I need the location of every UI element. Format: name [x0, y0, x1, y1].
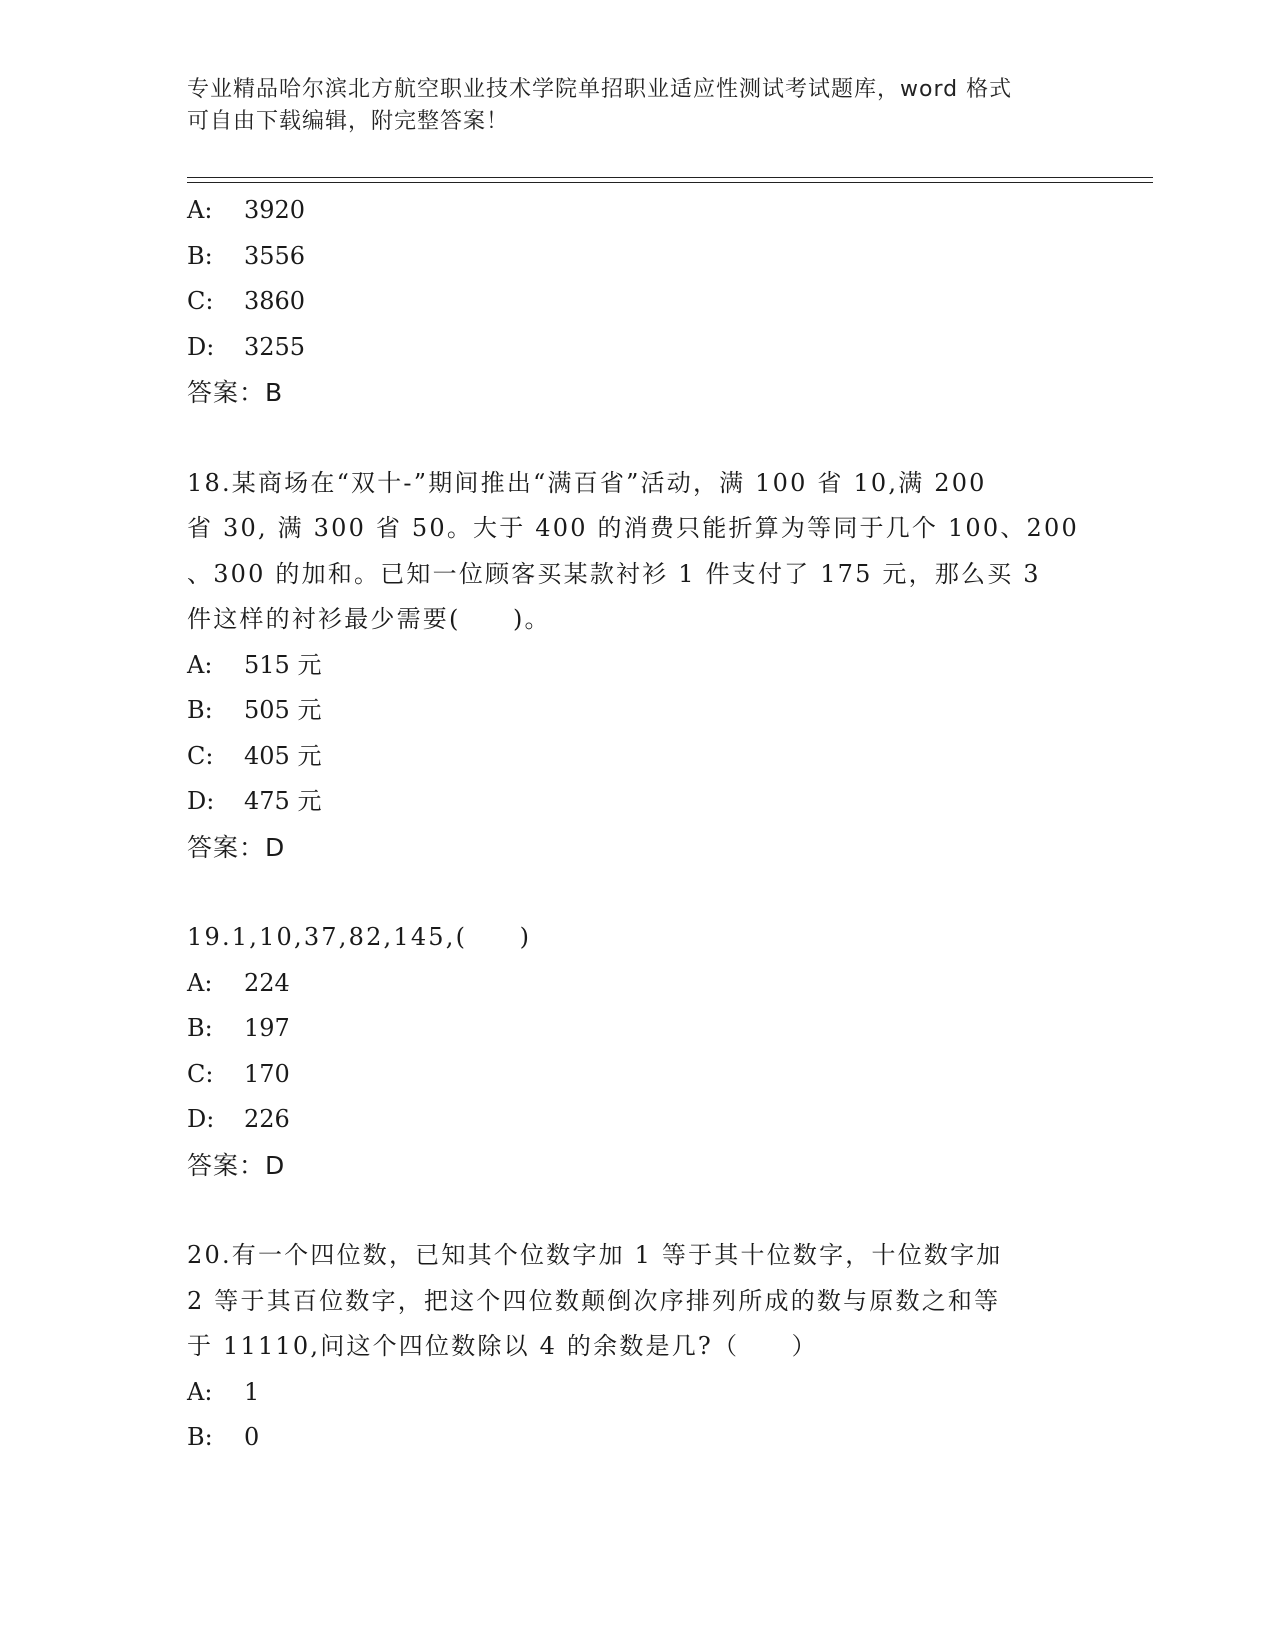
option-text: 3556 [244, 241, 306, 270]
stem-line: 件这样的衬衫最少需要( )。 [187, 605, 551, 633]
header-title-line-1: 专业精品哈尔滨北方航空职业技术学院单招职业适应性测试考试题库，word 格式 [187, 77, 1013, 102]
option-text: 3255 [244, 332, 306, 361]
option-text: 515 元 [244, 650, 322, 679]
option-letter: B: [187, 1423, 213, 1451]
option-d [187, 1097, 1087, 1143]
option-text: 3860 [244, 287, 306, 315]
spacer [187, 416, 1087, 461]
option-c [187, 279, 1087, 325]
page-header [187, 74, 1077, 138]
option-text: 475 元 [244, 787, 322, 815]
option-c [187, 734, 1087, 780]
option-text: 224 [244, 968, 290, 997]
option-a [187, 1370, 1087, 1416]
option-letter: A: [187, 650, 213, 679]
question-stem [187, 461, 1087, 643]
option-letter: D: [187, 1105, 215, 1133]
option-b [187, 1415, 1087, 1461]
stem-line: 18.某商场在“双十-”期间推出“满百省”活动，满 100 省 10,满 200 [187, 468, 987, 497]
option-b [187, 688, 1087, 734]
option-c [187, 1052, 1087, 1098]
option-letter: A: [187, 196, 213, 224]
option-letter: C: [187, 741, 214, 770]
option-letter: B: [187, 241, 213, 270]
stem-line: 19.1,10,37,82,145,( ) [187, 923, 532, 951]
question-list [187, 188, 1087, 1461]
header-rule-top [187, 177, 1153, 178]
option-b [187, 234, 1087, 280]
question-18 [187, 461, 1087, 871]
answer-line: 答案：D [187, 1150, 286, 1180]
question-17 [187, 188, 1087, 416]
question-19 [187, 915, 1087, 1188]
option-text: 197 [244, 1014, 290, 1042]
stem-line: 、300 的加和。已知一位顾客买某款衬衫 1 件支付了 175 元，那么买 3 [187, 559, 1041, 588]
question-20 [187, 1233, 1087, 1461]
option-text: 0 [244, 1423, 260, 1451]
option-d [187, 779, 1087, 825]
option-letter: B: [187, 696, 213, 724]
header-title-line-2: 可自由下载编辑，附完整答案！ [187, 109, 510, 134]
stem-line: 20.有一个四位数，已知其个位数字加 1 等于其十位数字，十位数字加 [187, 1241, 1003, 1269]
stem-line: 于 11110,问这个四位数除以 4 的余数是几?（ ） [187, 1332, 818, 1360]
option-letter: D: [187, 787, 215, 815]
option-text: 3920 [244, 196, 306, 224]
option-d [187, 325, 1087, 371]
option-text: 405 元 [244, 741, 322, 770]
option-letter: C: [187, 287, 214, 315]
answer-line: 答案：B [187, 378, 284, 407]
answer-line: 答案：D [187, 832, 286, 862]
header-rule-bottom [187, 182, 1153, 183]
spacer [187, 1188, 1087, 1233]
option-a [187, 643, 1087, 689]
option-letter: D: [187, 332, 215, 361]
question-stem [187, 1233, 1087, 1370]
stem-line: 2 等于其百位数字，把这个四位数颠倒次序排列所成的数与原数之和等 [187, 1286, 1001, 1315]
spacer [187, 870, 1087, 915]
option-text: 1 [244, 1377, 260, 1406]
option-letter: C: [187, 1059, 214, 1088]
question-stem [187, 915, 1087, 961]
option-text: 170 [244, 1059, 290, 1088]
option-a [187, 188, 1087, 234]
option-text: 226 [244, 1105, 290, 1133]
option-letter: B: [187, 1014, 213, 1042]
option-text: 505 元 [244, 696, 322, 724]
stem-line: 省 30, 满 300 省 50。大于 400 的消费只能折算为等同于几个 100、200 [187, 514, 1079, 542]
option-b [187, 1006, 1087, 1052]
option-a [187, 961, 1087, 1007]
option-letter: A: [187, 968, 213, 997]
option-letter: A: [187, 1377, 213, 1406]
